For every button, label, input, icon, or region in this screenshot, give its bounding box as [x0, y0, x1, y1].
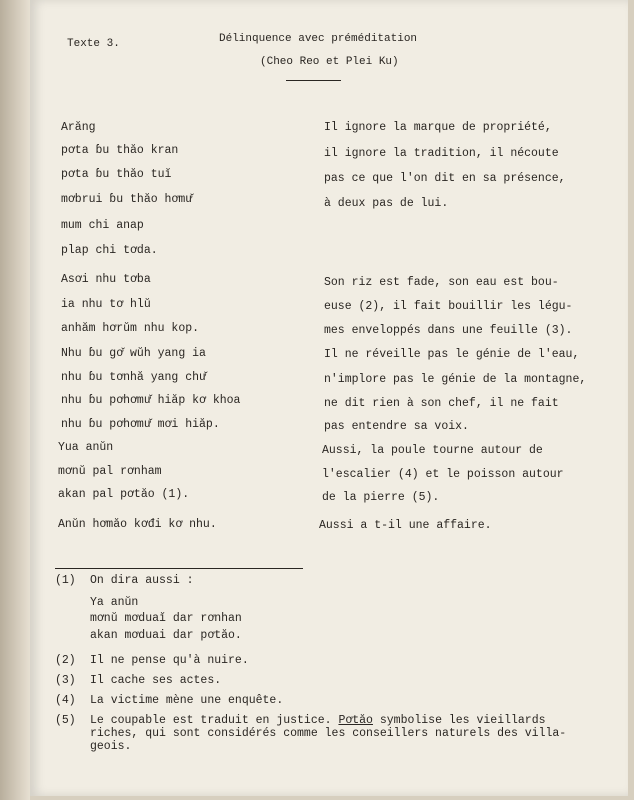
page-subtitle: (Cheo Reo et Plei Ku): [260, 56, 399, 68]
text-line: Il ne réveille pas le génie de l'eau,: [324, 348, 580, 361]
footnote-marker: (1): [55, 574, 76, 587]
footnote-quote-line: akan mơduai dar pơtăo.: [90, 629, 242, 642]
book-binding-shadow: [0, 0, 30, 800]
text-line: nhu ɓu tơnhă yang chư̆: [61, 371, 206, 384]
footnote-text-line: [90, 714, 546, 727]
text-line: Asơi nhu tơba: [61, 273, 151, 286]
text-line: pas ce que l'on dit en sa présence,: [324, 172, 566, 185]
text-line: Yua anŭn: [58, 441, 114, 454]
footnote-underlined-word: Pơtăo: [338, 714, 373, 727]
footnote-text: On dira aussi :: [90, 574, 194, 587]
footnote-text: Il ne pense qu'à nuire.: [90, 654, 249, 667]
text-line: ia nhu tơ hlŭ: [61, 298, 151, 311]
text-line: mơbrui ɓu thăo hơmư̆: [61, 193, 193, 206]
text-line: Il ignore la marque de propriété,: [324, 121, 552, 134]
text-line: ne dit rien à son chef, il ne fait: [324, 397, 559, 410]
footnote-text-part: symbolise les vieillards: [372, 714, 546, 727]
text-line: pơta ɓu thăo kran: [61, 144, 179, 157]
text-line: euse (2), il fait bouillir les légu-: [324, 300, 573, 313]
text-number: Texte 3.: [67, 38, 120, 50]
footnote-marker: (4): [55, 694, 76, 707]
footnote-text-part: Le coupable est traduit en justice.: [90, 714, 339, 727]
text-line: à deux pas de lui.: [324, 197, 449, 210]
page-title: Délinquence avec préméditation: [219, 33, 418, 45]
text-line: l'escalier (4) et le poisson autour: [322, 468, 564, 481]
text-line: de la pierre (5).: [322, 491, 440, 504]
text-line: Aussi, la poule tourne autour de: [322, 444, 543, 457]
text-line: n'implore pas le génie de la montagne,: [324, 373, 587, 386]
text-line: Son riz est fade, son eau est bou-: [324, 276, 559, 289]
text-line: pơta ɓu thăo tuĭ: [61, 168, 172, 181]
footnote-text-line: geois.: [90, 740, 132, 753]
text-line: mes enveloppés dans une feuille (3).: [324, 324, 573, 337]
footnote-text-line: riches, qui sont considérés comme les conseillers naturels des villa-: [90, 727, 567, 740]
footnote-text: Il cache ses actes.: [90, 674, 222, 687]
text-line: Arăng: [61, 121, 96, 134]
title-rule: [286, 80, 341, 81]
text-line: nhu ɓu pơhơmư̆ mơi hiăp.: [61, 418, 220, 431]
footnote-marker: (5): [55, 714, 76, 727]
text-line: pas entendre sa voix.: [324, 420, 469, 433]
text-line: nhu ɓu pơhơmư̆ hiăp kơ khoa: [61, 394, 241, 407]
footnote-marker: (3): [55, 674, 76, 687]
footnote-rule: [55, 568, 303, 569]
text-line: Anŭn hơmăo kơđi kơ nhu.: [58, 518, 217, 531]
footnote-quote-line: mơnŭ mơduaĭ dar rơnhan: [90, 612, 242, 625]
footnote-marker: (2): [55, 654, 76, 667]
text-line: akan pal pơtăo (1).: [58, 488, 190, 501]
text-line: mơnŭ pal rơnham: [58, 465, 162, 478]
text-line: mum chi anap: [61, 219, 144, 232]
text-line: plap chi tơda.: [61, 244, 158, 257]
text-line: il ignore la tradition, il nécoute: [324, 147, 559, 160]
text-line: Nhu ɓu gơ̆ wŭh yang ia: [61, 347, 206, 360]
footnote-text: La victime mène une enquête.: [90, 694, 284, 707]
text-line: Aussi a t-il une affaire.: [319, 519, 492, 532]
text-line: anhăm hơrŭm nhu kop.: [61, 322, 200, 335]
footnote-quote-line: Ya anŭn: [90, 596, 139, 609]
